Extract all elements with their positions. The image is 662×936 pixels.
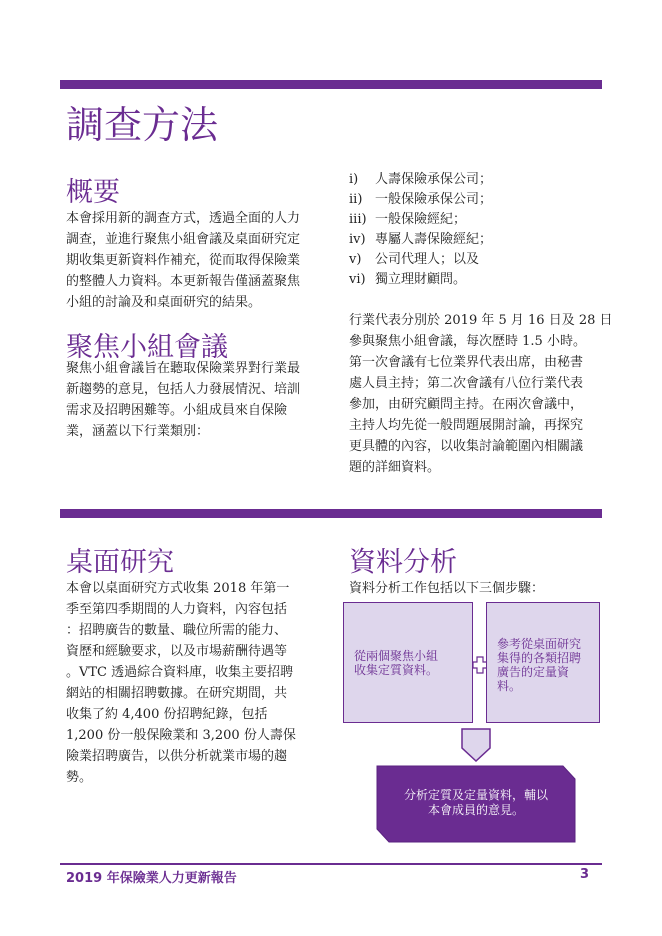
list-item: i) 人壽保險承保公司； [349,172,493,187]
focus-group-paragraph: 聚焦小組會議旨在聽取保險業界對行業最 新趨勢的意見，包括人力發展情況、培訓 需求及招聘困難等。小組成員來自保險 業，涵蓋以下行業類別： [66,361,301,439]
focus-group-heading: 聚焦小組會議 [66,332,228,363]
list-item: v) 公司代理人；以及 [349,252,480,267]
list-item: ii) 一般保險承保公司； [349,192,493,207]
footer-report-title: 2019 年保險業人力更新報告 [66,871,237,886]
desk-research-heading: 桌面研究 [66,547,174,578]
data-analysis-intro: 資料分析工作包括以下三個步驟： [349,581,545,596]
top-accent-bar [60,80,602,89]
data-analysis-heading: 資料分析 [349,547,457,578]
footer-divider [60,863,602,865]
page-number: 3 [580,867,590,882]
section-divider-bar [60,509,602,518]
step-quantitative-box: 參考從桌面研究 集得的各類招聘 廣告的定量資 料。 [486,602,600,723]
list-item: iii) 一般保險經紀； [349,212,467,227]
sector-list [349,170,492,290]
step-qualitative-box: 從兩個聚焦小組 收集定質資料。 [343,602,473,723]
desk-research-paragraph: 本會以桌面研究方式收集 2018 年第一 季至第四季期間的人力資料，內容包括 ：招聘廣告的數量、職位所需的能力、 資歷和經驗要求，以及市場薪酬待遇等 。VTC 透過綜合資料庫，收集主要招聘 網站的相關招聘數據。在研究期間，共 收集了約 4,400 份招聘紀錄，包括 1,200 份一般保險業和 3,200 份人壽保 險業招聘廣告，以供分析就業市場的趨 勢。 [66,581,296,785]
overview-heading: 概要 [66,177,120,208]
list-item: iv) 專屬人壽保險經紀； [349,232,493,247]
list-item: vi) 獨立理財顧問。 [349,272,467,287]
meeting-paragraph: 行業代表分別於 2019 年 5 月 16 日及 28 日 參與聚焦小組會議，每次歷時 1.5 小時。 第一次會議有七位業界代表出席，由秘書 處人員主持；第二次會議有八位行業代表 參加，由研究顧問主持。在兩次會議中， 主持人均先從一般問題展開討論，再探究 更具體的內容，以收集討論範圍內相關議 題的詳細資料。 [349,313,613,475]
analysis-result-text: 分析定質及定量資料，輔以 本會成員的意見。 [403,788,548,817]
down-arrow-icon [461,728,491,762]
page-title: 調查方法 [66,103,219,147]
overview-paragraph: 本會採用新的調查方式，透過全面的人力 調查，並進行聚焦小組會議及桌面研究定 期收集更新資料作補充，從而取得保險業 的整體人力資料。本更新報告僅涵蓋聚焦 小組的討論及和桌面研究的結果。 [66,211,301,310]
